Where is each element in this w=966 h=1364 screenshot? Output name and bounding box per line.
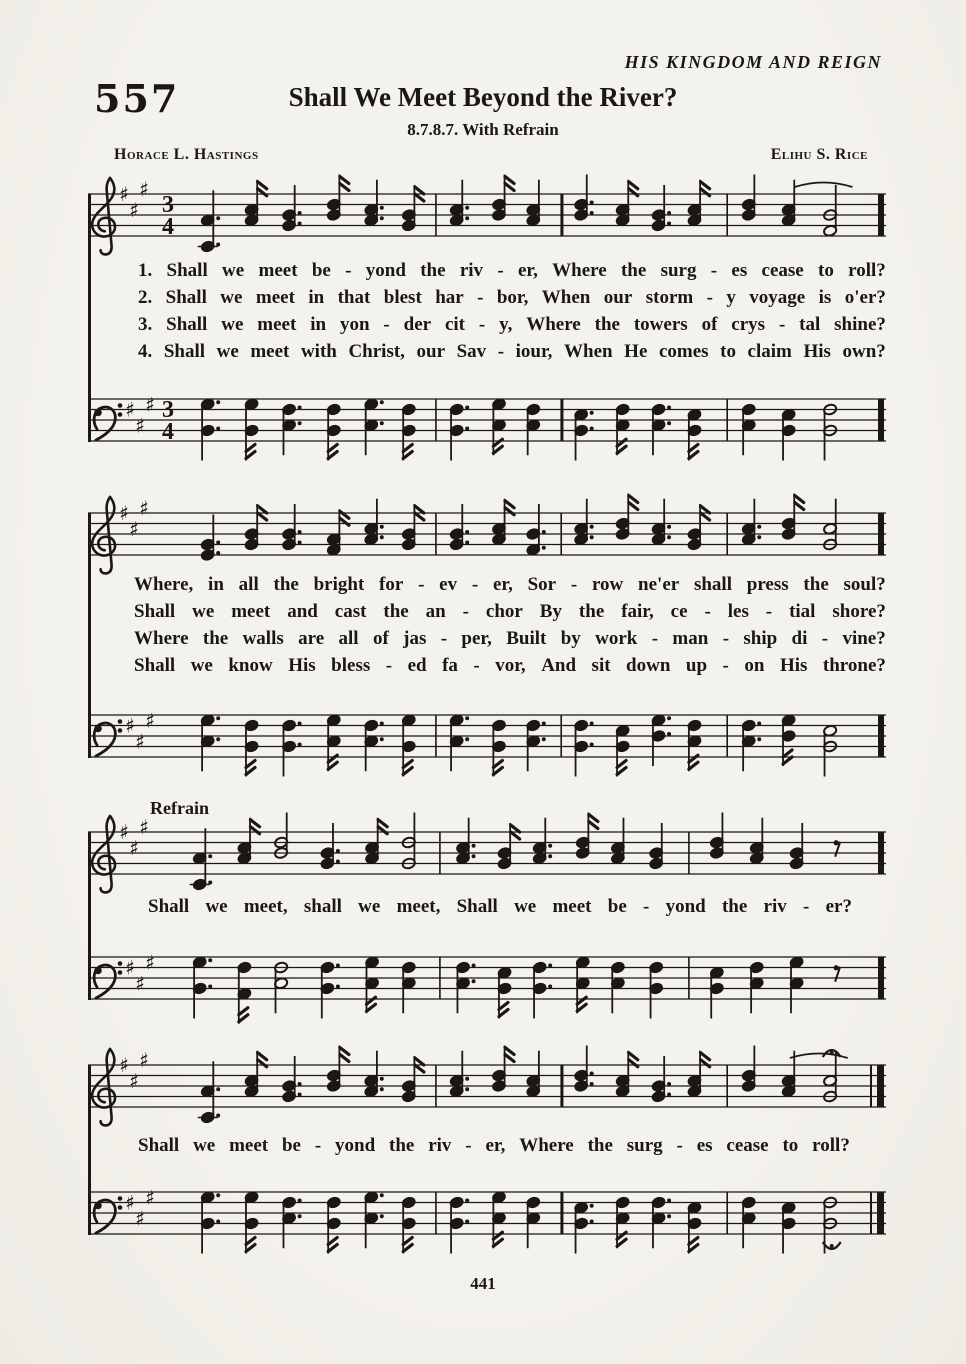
lyric-token: Where [526,314,581,335]
lyric-token: vine? [842,628,886,649]
lyric-token: in [308,287,325,308]
lyric-token: be [281,1135,301,1156]
lyric-token: crys [731,314,766,335]
lyric-token: we [216,341,239,362]
lyric-token: roll? [848,260,886,281]
lyric-token: blest [383,287,422,308]
svg-text:♯: ♯ [125,713,135,738]
lyric-token: His [288,655,316,676]
lyric-token: meet [258,260,298,281]
lyric-token: the [578,601,605,622]
lyric-token: the [594,314,620,335]
lyric-token: meet [255,287,295,308]
lyric-token: His [779,655,808,676]
lyric-token: - [803,896,810,917]
bass-staff-final [88,1158,886,1268]
lyric-token: comes [658,341,709,362]
lyric-token: claim [747,341,792,362]
svg-text:♯: ♯ [135,729,145,754]
lyric-token: es [696,1135,713,1156]
lyric-token: riv [428,1135,452,1156]
lyric-token: on [744,655,765,676]
lyric-token: - [722,628,730,649]
lyric-token: - [651,628,659,649]
lyric-token: are [298,628,325,649]
lyric-token: riv [763,896,787,917]
lyric-token: meet [552,896,592,917]
lyric-token: to [720,341,736,362]
verse-line-2 [138,284,886,311]
lyric-token: Shall [148,896,190,917]
svg-text:♯: ♯ [145,1185,155,1210]
lyric-token: By [539,601,562,622]
lyric-token: shore? [832,601,886,622]
lyric-token: Shall [166,314,208,335]
lyric-token: of [701,314,718,335]
lyric-token: surg [660,260,697,281]
lyric-token: soul? [843,574,886,595]
svg-text:♯: ♯ [119,182,129,206]
lyric-token: work [595,628,638,649]
lyric-token: for [379,574,404,595]
lyric-token: Where [519,1135,574,1156]
lyric-token: is [818,287,832,308]
svg-text:4: 4 [162,419,174,445]
lyric-token: the [389,1135,415,1156]
lyric-token: throne? [822,655,886,676]
lyric-token: er, [492,574,513,595]
lyric-token: we [192,601,215,622]
verse-block-1 [138,257,886,365]
lyric-token: roll? [812,1135,850,1156]
lyric-token: - [465,1135,472,1156]
lyric-token: Where [552,260,607,281]
lyric-token: ne'er [638,574,680,595]
svg-text:♯: ♯ [145,392,155,417]
lyric-token: es [731,260,748,281]
lyric-token: Christ, [348,341,405,362]
lyric-token: - [471,574,479,595]
lyric-token: o'er? [844,287,886,308]
lyric-token: be [311,260,331,281]
lyric-token: - [497,260,504,281]
lyric-token: our [603,287,633,308]
svg-text:♯: ♯ [119,501,129,525]
lyric-token: bright [313,574,365,595]
lyric-token: - [477,287,484,308]
lyric-token: er, [517,260,538,281]
lyric-token: Sav [456,341,487,362]
svg-text:♯: ♯ [125,1190,135,1215]
lyric-token: der [403,314,432,335]
lyric-token: of [372,628,389,649]
lyric-token: up [685,655,708,676]
lyric-token: meet, [396,896,441,917]
svg-text:♯: ♯ [129,835,139,860]
lyric-token: iour, [515,341,553,362]
lyric-token: know [228,655,273,676]
lyric-token: And [541,655,577,676]
lyric-token: we [222,260,245,281]
lyric-token: Shall [138,1135,180,1156]
lyric-token: ce [670,601,688,622]
lyric-token: 1. [138,260,153,281]
lyric-token: to [782,1135,799,1156]
lyric-token: press [746,574,789,595]
lyric-token: - [643,896,650,917]
lyric-token: shall [303,896,342,917]
svg-text:♯: ♯ [145,950,155,975]
lyric-token: chor [485,601,523,622]
lyric-token: our [416,341,445,362]
lyric-token: surg [626,1135,663,1156]
svg-text:♯: ♯ [139,495,149,520]
hymn-number: 557 [94,76,180,121]
lyric-token: be [607,896,627,917]
lyric-token: and [287,601,318,622]
lyric-token: Built [506,628,547,649]
lyric-token: we [190,655,213,676]
refrain-label: Refrain [150,798,209,818]
lyric-token: to [818,260,834,281]
lyric-token: cease [726,1135,769,1156]
lyric-token: that [337,287,371,308]
lyric-token: meet [231,601,271,622]
lyric-token: Shall [163,341,206,362]
lyric-token: Shall [456,896,498,917]
lyric-token: by [560,628,581,649]
final-lyric-line [138,1132,850,1159]
lyric-token: the [803,574,829,595]
lyric-token: cast [334,601,367,622]
refrain-lyric-line [148,893,852,920]
treble-staff-verse-1 [88,160,886,270]
lyric-token: we [220,287,243,308]
lyric-token: an [425,601,446,622]
lyric-token: voyage [749,287,806,308]
lyric-token: meet [257,314,297,335]
svg-text:♯: ♯ [129,516,139,541]
lyric-token: Shall [166,260,208,281]
lyric-token: When [541,287,591,308]
lyric-token: tial [789,601,816,622]
lyric-token: cit [444,314,466,335]
lyric-token: y [726,287,736,308]
bass-staff-refrain [88,923,886,1033]
svg-text:♯: ♯ [125,397,135,422]
lyric-token: Where, [134,574,194,595]
lyric-token: He [624,341,648,362]
lyric-token: Shall [134,601,176,622]
verse-line-2b [134,598,886,625]
lyric-token: yond [665,896,706,917]
lyric-token: sit [591,655,611,676]
lyric-token: ev [439,574,458,595]
hymn-title: Shall We Meet Beyond the River? [288,82,678,112]
verse-line-3b [134,625,886,652]
lyric-token: - [765,601,773,622]
lyric-token: we [221,314,244,335]
lyric-token: 2. [138,287,153,308]
treble-staff-final [88,1031,886,1141]
verse-block-2 [134,571,886,679]
lyric-token: Shall [165,287,207,308]
treble-staff-refrain [88,798,886,908]
lyric-token: 3. [138,314,153,335]
svg-text:♯: ♯ [135,971,145,996]
hymn-meter: 8.7.8.7. With Refrain [407,120,559,139]
lyric-token: - [710,260,718,281]
author-name: Horace L. Hastings [114,146,259,163]
lyric-token: fair, [621,601,654,622]
lyric-token: down [626,655,671,676]
svg-text:♯: ♯ [139,176,149,201]
lyric-token: in [310,314,327,335]
lyric-token: er? [825,896,852,917]
lyric-token: y, [499,314,513,335]
lyric-token: - [676,1135,683,1156]
lyric-token: with [300,341,337,362]
lyric-token: - [821,628,829,649]
lyric-token: les [727,601,749,622]
lyric-token: row [591,574,624,595]
section-heading: HIS KINGDOM AND REIGN [624,52,882,72]
lyric-token: - [385,655,393,676]
lyric-token: we [205,896,228,917]
lyric-token: the [620,260,647,281]
lyric-token: tal [799,314,821,335]
lyric-token: - [497,341,505,362]
svg-text:♯: ♯ [139,814,149,839]
svg-text:4: 4 [162,214,174,240]
lyric-token: er, [485,1135,506,1156]
lyric-token: towers [633,314,688,335]
svg-text:♯: ♯ [139,1047,149,1072]
svg-text:3: 3 [162,397,174,423]
lyric-token: the [721,896,748,917]
lyric-token: Sor [527,574,557,595]
lyric-token: meet [229,1135,269,1156]
svg-text:♯: ♯ [129,197,139,222]
lyric-token: meet [250,341,290,362]
lyric-token: in [208,574,224,595]
bass-staff-verse-1 [88,365,886,475]
svg-text:♯: ♯ [129,1068,139,1093]
lyric-token: bor, [496,287,529,308]
svg-text:♯: ♯ [119,1053,129,1077]
lyric-token: - [440,628,448,649]
lyric-token: His [803,341,831,362]
svg-text:♯: ♯ [125,955,135,980]
verse-line-4 [138,338,886,365]
svg-text:♯: ♯ [119,820,129,844]
lyric-token: - [706,287,713,308]
lyric-token: yond [335,1135,376,1156]
composer-name: Elihu S. Rice [770,146,868,163]
lyric-token: all [238,574,259,595]
lyric-token: fa [442,655,458,676]
lyric-token: the [587,1135,613,1156]
verse-line-4b [134,652,886,679]
lyric-token: the [420,260,446,281]
lyric-token: meet, [243,896,288,917]
lyric-token: cease [761,260,804,281]
lyric-token: all [338,628,359,649]
svg-text:♯: ♯ [135,1206,145,1231]
lyric-token: - [383,314,390,335]
lyric-token: - [478,314,486,335]
verse-line-1 [138,257,886,284]
lyric-token: yond [365,260,406,281]
lyric-token: yon [339,314,370,335]
lyric-token: - [314,1135,322,1156]
lyric-token: we [193,1135,216,1156]
lyric-token: own? [842,341,886,362]
lyric-token: shine? [834,314,886,335]
lyric-token: When [564,341,613,362]
lyric-token: the [202,628,229,649]
lyric-token: Where [134,628,189,649]
lyric-token: ed [407,655,427,676]
lyric-token: Shall [134,655,176,676]
svg-text:3: 3 [162,192,174,218]
lyric-token: - [778,314,786,335]
lyric-token: we [514,896,537,917]
lyric-token: ship [743,628,778,649]
lyric-token: - [462,601,469,622]
lyric-token: bless [331,655,371,676]
bass-staff-verse-2 [88,681,886,791]
verse-line-1b [134,571,886,598]
svg-text:♯: ♯ [135,413,145,438]
lyric-token: - [345,260,352,281]
lyric-token: storm [645,287,694,308]
lyric-token: walls [242,628,284,649]
lyric-token: - [704,601,711,622]
lyric-token: per, [461,628,492,649]
lyric-token: the [273,574,299,595]
lyric-token: jas [403,628,427,649]
lyric-token: we [358,896,381,917]
lyric-token: - [570,574,578,595]
lyric-token: the [383,601,409,622]
page-number: 441 [470,1274,496,1293]
verse-line-3 [138,311,886,338]
svg-text:♯: ♯ [145,708,155,733]
lyric-token: - [418,574,425,595]
lyric-token: riv [459,260,484,281]
lyric-token: shall [693,574,732,595]
lyric-token: har [435,287,464,308]
lyric-token: - [473,655,480,676]
lyric-token: man [672,628,709,649]
lyric-token: di [791,628,808,649]
lyric-token: 4. [138,341,153,362]
lyric-token: vor, [495,655,526,676]
lyric-token: - [722,655,729,676]
